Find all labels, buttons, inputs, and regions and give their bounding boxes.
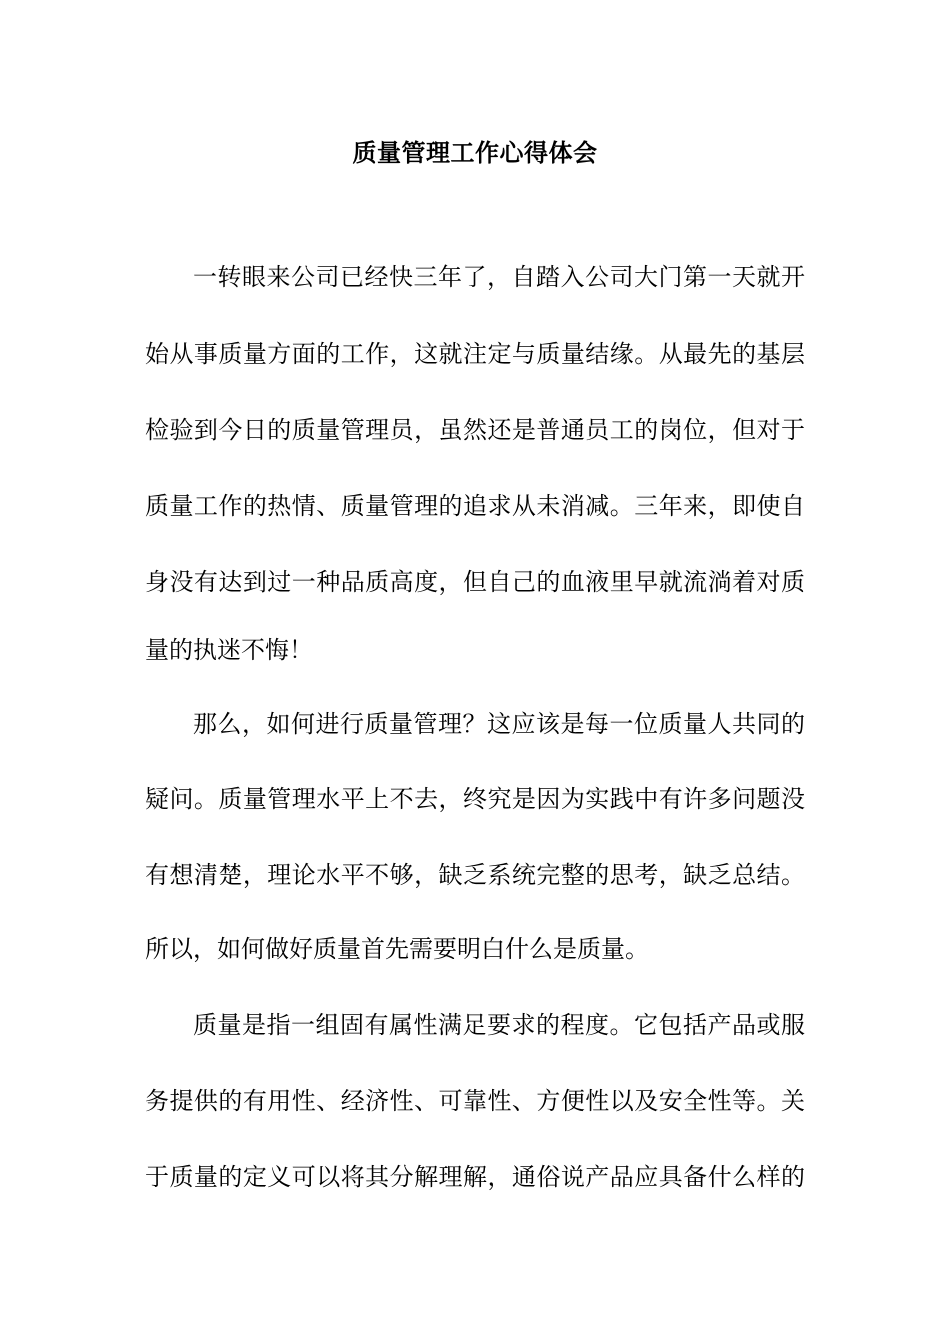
paragraph-2-line-3: 有想清楚，理论水平不够，缺乏系统完整的思考，缺乏总结。: [145, 861, 805, 889]
paragraph-1-line-3: 检验到今日的质量管理员，虽然还是普通员工的岗位，但对于: [145, 416, 805, 444]
document-title: 质量管理工作心得体会: [352, 138, 598, 167]
paragraph-3-line-2: 务提供的有用性、经济性、可靠性、方便性以及安全性等。关: [145, 1087, 805, 1115]
paragraph-1-line-6: 量的执迷不悔！: [145, 636, 313, 664]
paragraph-1-line-1: 一转眼来公司已经快三年了，自踏入公司大门第一天就开: [193, 263, 805, 291]
paragraph-2-line-2: 疑问。质量管理水平上不去，终究是因为实践中有许多问题没: [145, 785, 805, 813]
paragraph-1-line-2: 始从事质量方面的工作，这就注定与质量结缘。从最先的基层: [145, 340, 805, 368]
paragraph-3-line-3: 于质量的定义可以将其分解理解，通俗说产品应具备什么样的: [145, 1163, 805, 1191]
paragraph-3-line-1: 质量是指一组固有属性满足要求的程度。它包括产品或服: [193, 1011, 805, 1039]
paragraph-1-line-5: 身没有达到过一种品质高度，但自己的血液里早就流淌着对质: [145, 568, 805, 596]
paragraph-2-line-1: 那么，如何进行质量管理？这应该是每一位质量人共同的: [193, 710, 805, 738]
paragraph-1-line-4: 质量工作的热情、质量管理的追求从未消减。三年来，即使自: [145, 492, 805, 520]
paragraph-2-line-4: 所以，如何做好质量首先需要明白什么是质量。: [145, 935, 649, 963]
